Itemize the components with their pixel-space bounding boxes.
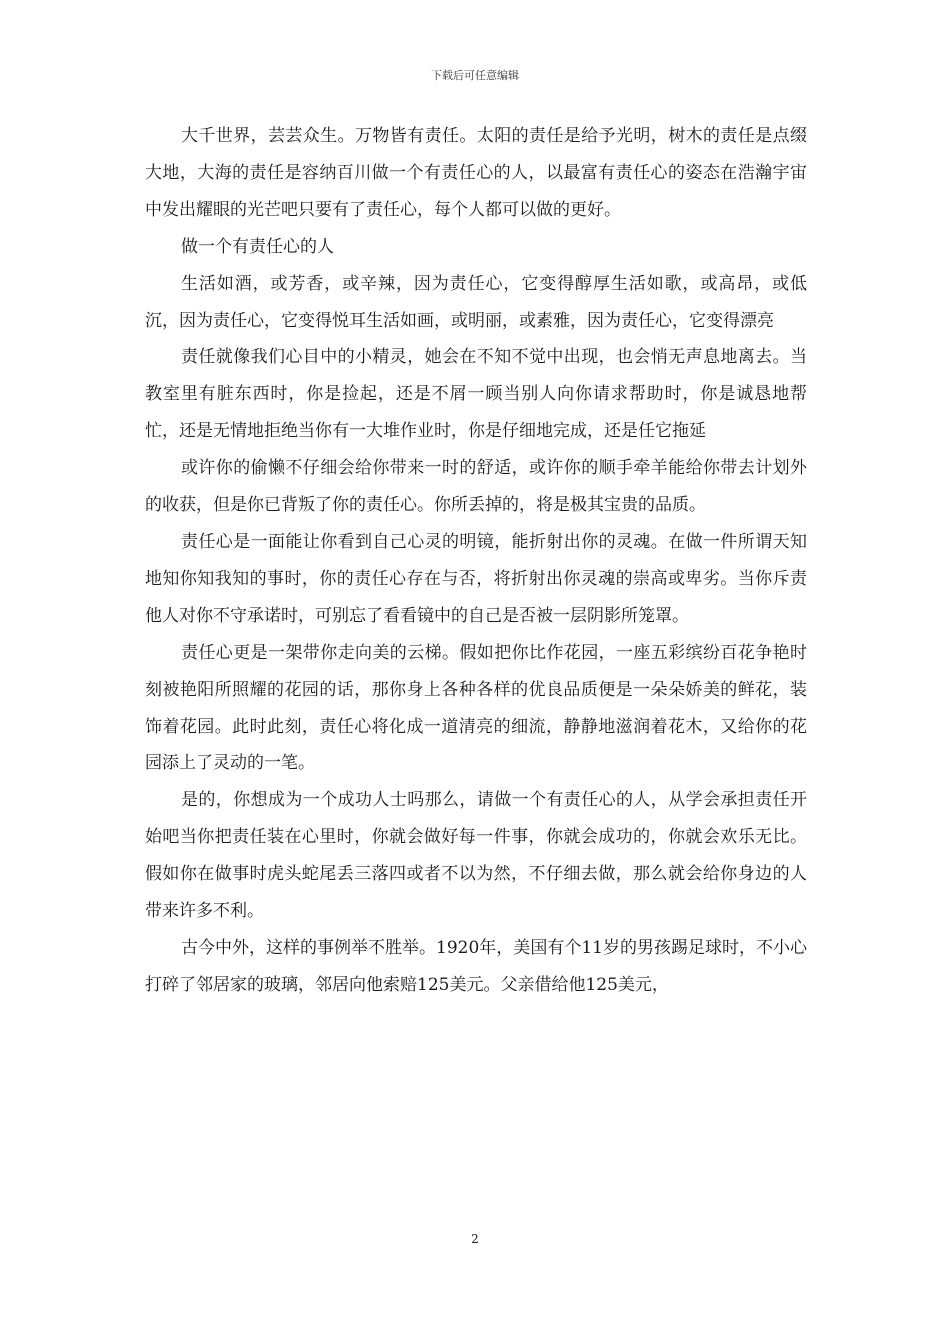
paragraph-example: 古今中外，这样的事例举不胜举。1920年，美国有个11岁的男孩踢足球时，不小心打碎了邻居家的玻璃，邻居向他索赔125美元。父亲借给他125美元， (145, 937, 807, 995)
paragraph-laziness: 或许你的偷懒不仔细会给你带来一时的舒适，或许你的顺手牵羊能给你带去计划外的收获，但是你已背叛了你的责任心。你所丢掉的，将是极其宝贵的品质。 (145, 458, 807, 516)
paragraph-life: 生活如酒，或芳香，或辛辣，因为责任心，它变得醇厚生活如歌，或高昂，或低沉，因为责任心，它变得悦耳生活如画，或明丽，或素雅，因为责任心，它变得漂亮 (145, 273, 807, 331)
paragraph-spirit: 责任就像我们心目中的小精灵，她会在不知不觉中出现，也会悄无声息地离去。当教室里有脏东西时，你是捡起，还是不屑一顾当别人向你请求帮助时，你是诚恳地帮忙，还是无情地拒绝当你有一大堆作业时，你是仔细地完成，还是任它拖延 (145, 347, 807, 442)
document-body (145, 118, 807, 1004)
paragraph-ladder: 责任心更是一架带你走向美的云梯。假如把你比作花园，一座五彩缤纷百花争艳时刻被艳阳所照耀的花园的话，那你身上各种各样的优良品质便是一朵朵娇美的鲜花，装饰着花园。此时此刻，责任心将化成一道清亮的细流，静静地滋润着花木，又给你的花园添上了灵动的一笔。 (145, 642, 807, 774)
paragraph-intro: 大千世界，芸芸众生。万物皆有责任。太阳的责任是给予光明，树木的责任是点缀大地，大海的责任是容纳百川做一个有责任心的人，以最富有责任心的姿态在浩瀚宇宙中发出耀眼的光芒吧只要有了责任心，每个人都可以做的更好。 (145, 126, 807, 220)
page-header: 下载后可任意编辑 (431, 69, 519, 82)
page-number: 2 (471, 1232, 479, 1246)
paragraph-mirror: 责任心是一面能让你看到自己心灵的明镜，能折射出你的灵魂。在做一件所谓天知地知你知我知的事时，你的责任心存在与否，将折射出你灵魂的崇高或卑劣。当你斥责他人对你不守承诺时，可别忘了看看镜中的自己是否被一层阴影所笼罩。 (145, 531, 807, 626)
paragraph-success: 是的，你想成为一个成功人士吗那么，请做一个有责任心的人，从学会承担责任开始吧当你把责任装在心里时，你就会做好每一件事，你就会成功的，你就会欢乐无比。假如你在做事时虎头蛇尾丢三落四或者不以为然，不仔细去做，那么就会给你身边的人带来许多不利。 (145, 790, 807, 922)
section-title: 做一个有责任心的人 (181, 236, 334, 257)
